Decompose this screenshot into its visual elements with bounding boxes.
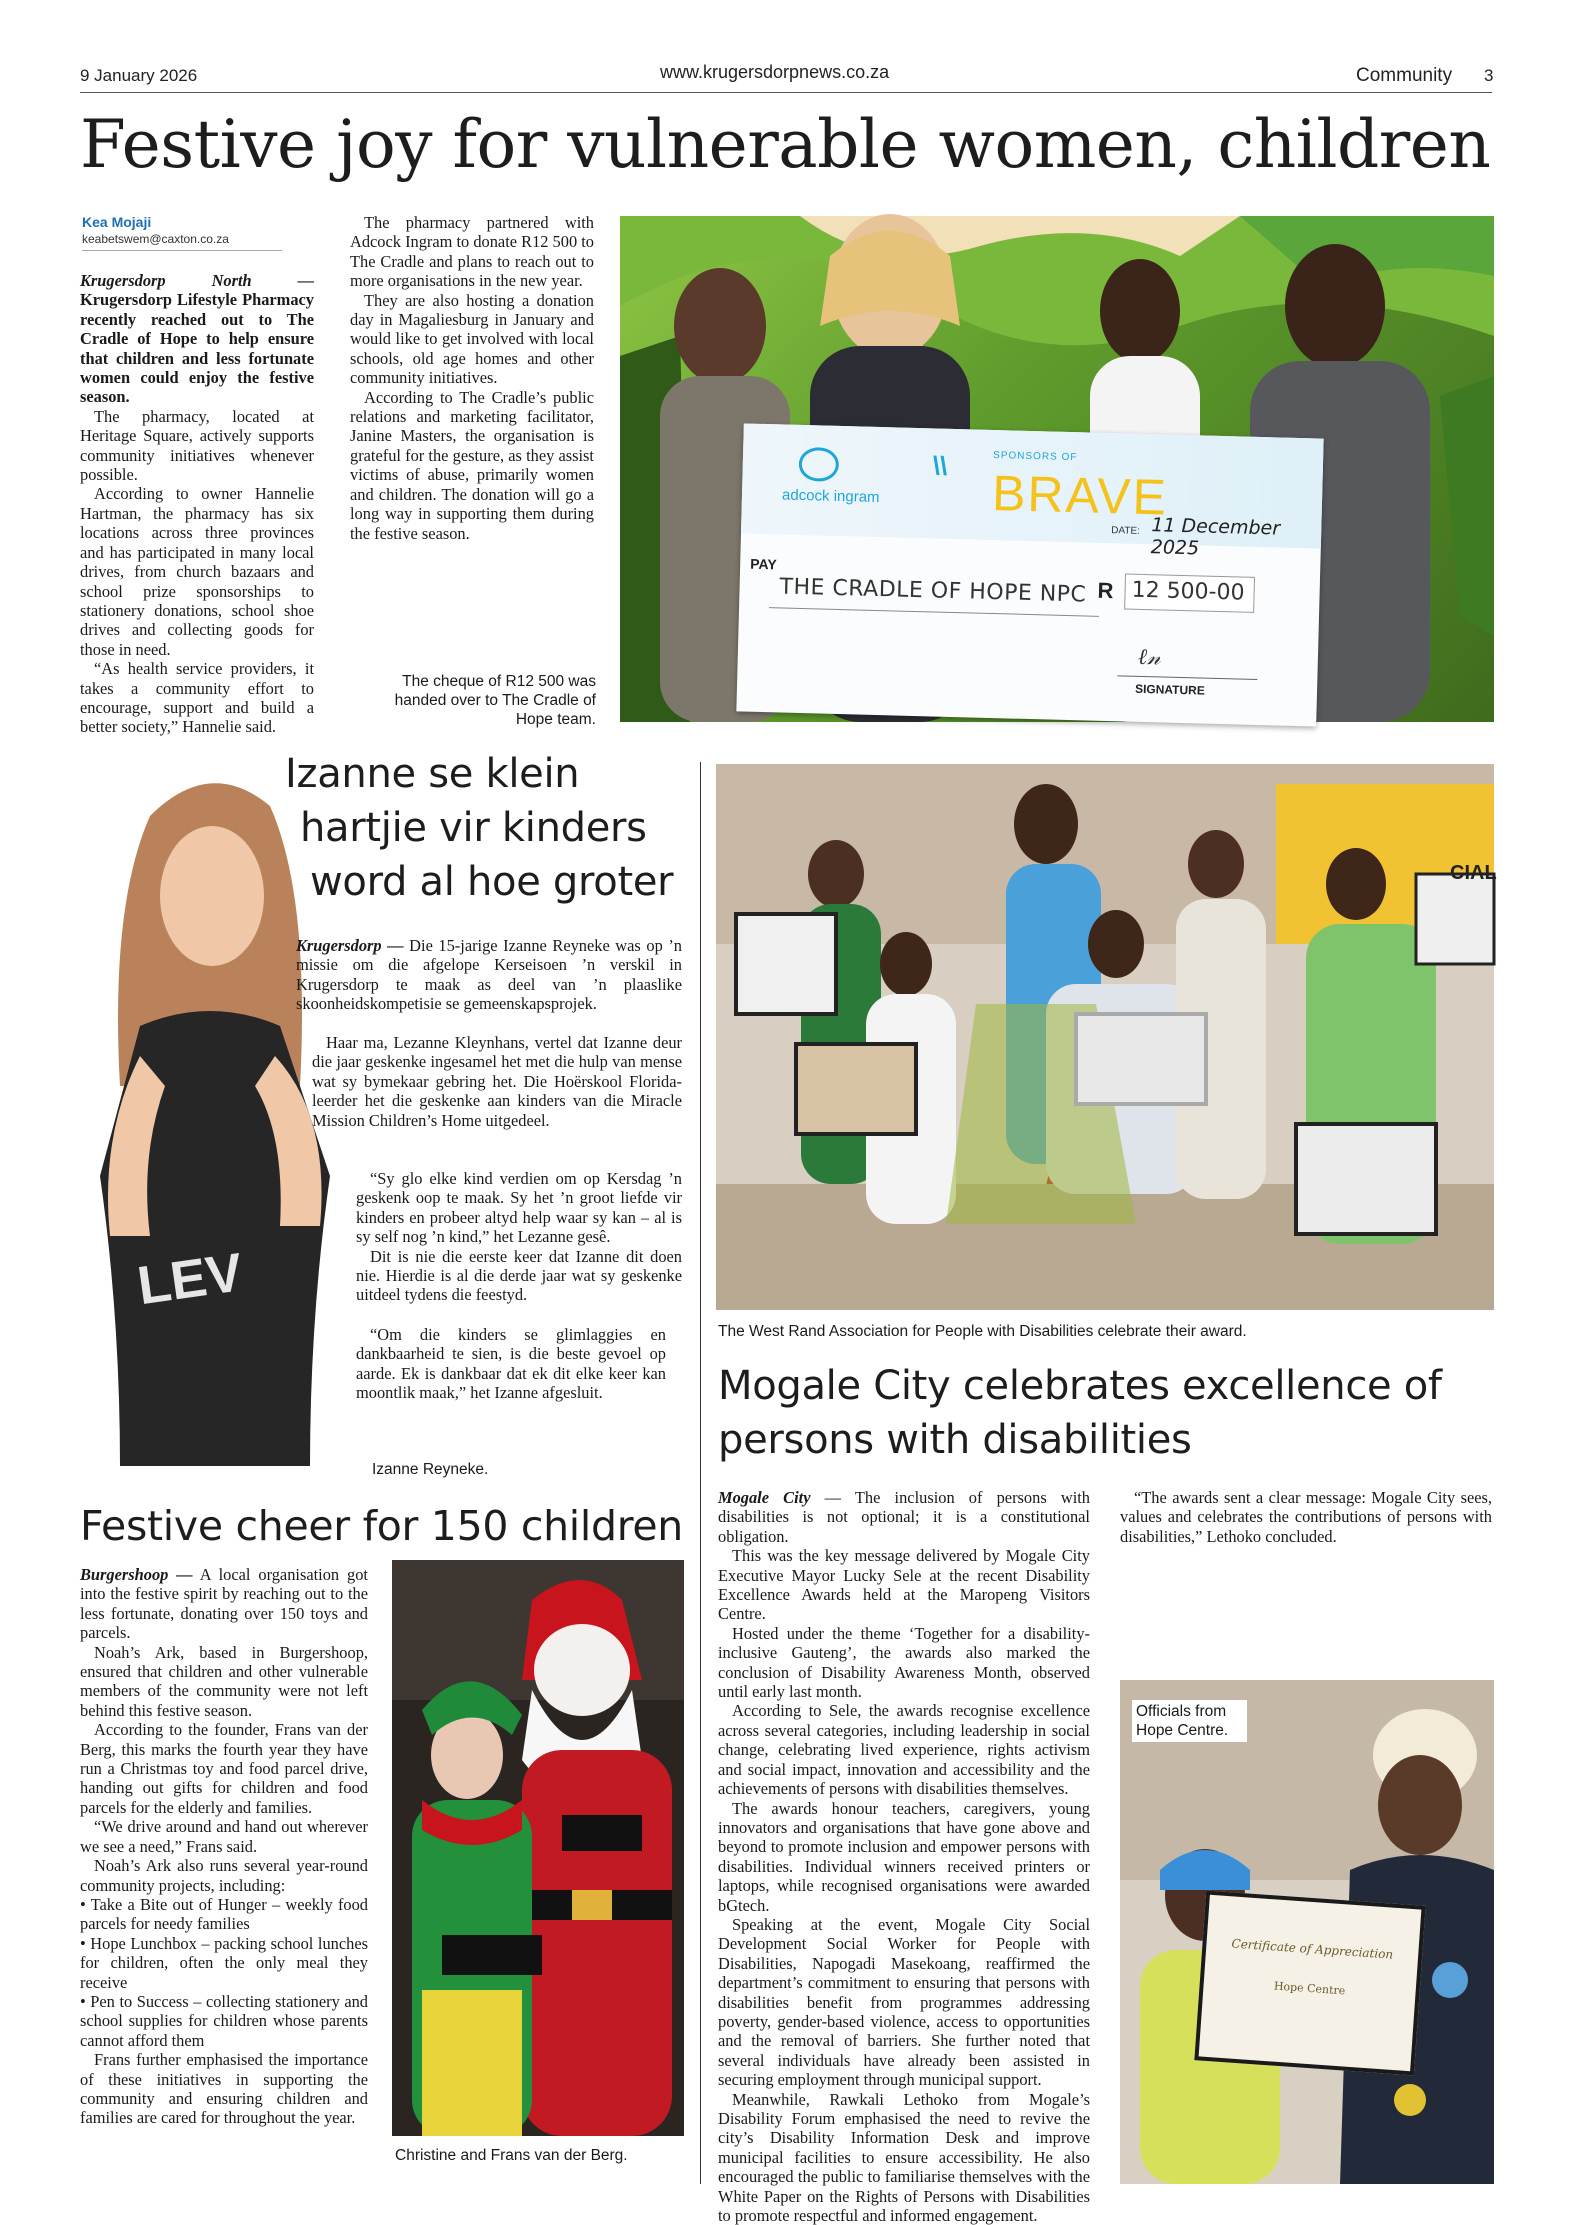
story4-col2 — [1120, 1488, 1492, 1546]
cheque-handover-photo — [620, 216, 1494, 722]
cheque-brand: adcock ingram — [781, 486, 880, 507]
divider-icon: \\ — [932, 450, 948, 481]
story3-p5: Noah’s Ark also runs several year-round community projects, including: — [80, 1856, 368, 1895]
cheque-r-label: R — [1097, 577, 1114, 604]
story3-p1: A local organisation got into the festive spirit by reaching out to the less fortunate, donating over 150 toys and parcels. — [80, 1565, 368, 1643]
certificate-title: Certificate of Appreciation — [1231, 1936, 1394, 1962]
story3-dateline: Burgershoop — — [80, 1565, 193, 1584]
story4-p7: Meanwhile, Rawkali Lethoko from Mogale’s Disability Forum emphasised the need to revive the city’s Disability Information Desk and improve municipal facilities to ensure accessibility. He also encouraged the public to familiarise themselves with the White Paper on the Rights of Persons with Disabilities to promote respectful and informed engagement. — [718, 2089, 1090, 2225]
story4-caption2: Officials from Hope Centre. — [1132, 1700, 1247, 1742]
banner-partial-text: CIAL — [1450, 862, 1497, 884]
certificate-name: Hope Centre — [1273, 1979, 1346, 1998]
story4-p1: — The inclusion of persons with disabilities is not optional; it is a constitutional obligation. — [718, 1488, 1090, 1546]
cheque-amount: 12 500-00 — [1131, 577, 1245, 606]
story1-lead: Krugersdorp Lifestyle Pharmacy recently reached out to The Cradle of Hope to help ensure that children and less fortunate women could enjoy the festive season. — [80, 290, 314, 407]
story3-p3: According to the founder, Frans van der Berg, this marks the fourth year they have run a Christmas toy and food parcel drive, handing out gifts for children and food parcels for the elderly and families. — [80, 1720, 368, 1817]
cheque-brave: BRAVE — [991, 464, 1169, 526]
story2-p5: “Om die kinders se glimlaggies en dankbaarheid te sien, is die beste gevoel op aarde. Ek is dankbaar dat ek dit elke keer kan moontlik maak,” het Izanne afgesluit. — [356, 1325, 666, 1403]
cheque-payee: THE CRADLE OF HOPE NPC — [779, 574, 1087, 608]
byline-email[interactable]: keabetswem@caxton.co.za — [82, 232, 229, 246]
story2-headline-line3: word al hoe groter — [310, 859, 674, 905]
story2-body-b — [312, 1033, 682, 1130]
story1-p3: “As health service providers, it takes a community effort to encourage, support and build a better society,” Hannelie said. — [80, 659, 314, 737]
story2-headline-line2: hartjie vir kinders — [300, 805, 647, 851]
cheque-sponsor-line: SPONSORS OF — [992, 449, 1078, 464]
story4-photo-caption: The West Rand Association for People with Disabilities celebrate their award. — [718, 1323, 1247, 1340]
story4-p6: Speaking at the event, Mogale City Social Development Social Worker for People with Disabilities, Napogadi Masekoang, reaffirmed the department’s commitment to ensuring that persons with disabilities benefit from programmes addressing poverty, gender-based violence, access to opportunities and the removal of barriers. She further noted that several individuals have already been assisted in securing employment through municipal support. — [718, 1914, 1090, 2090]
cheque-pay-label: PAY — [749, 555, 777, 573]
story2-p2: Haar ma, Lezanne Kleynhans, vertel dat Izanne deur die jaar geskenke ingesamel het met die hulp van mense wat sy bymekaar gebring het. Die Hoërskool Florida-leerder het die geskenke aan kinders van die Miracle Mission Children’s Home uitgedeel. — [312, 1033, 682, 1130]
story3-p4: “We drive around and hand out wherever we see a need,” Frans said. — [80, 1817, 368, 1856]
story2-caption: Izanne Reyneke. — [372, 1461, 489, 1478]
story4-dateline: Mogale City — [718, 1488, 811, 1507]
hope-centre-photo — [1120, 1680, 1494, 2184]
story4-col1 — [718, 1488, 1090, 2225]
story3-bullet2: • Hope Lunchbox – packing school lunches for children, often the only meal they receive — [80, 1933, 368, 1992]
story4-headline-line2: persons with disabilities — [718, 1417, 1192, 1463]
story1-caption: The cheque of R12 500 was handed over to The Cradle of Hope team. — [394, 673, 596, 728]
story2-body-c — [356, 1169, 682, 1305]
story3-p6: Frans further emphasised the importance of these initiatives in supporting the community and ensuring children and families are cared for throughout the year. — [80, 2050, 368, 2128]
column-divider — [700, 762, 701, 2184]
story1-p5: They are also hosting a donation day in Magaliesburg in January and would like to get involved with local schools, old age homes and other community initiatives. — [350, 290, 594, 388]
story4-p3: Hosted under the theme ‘Together for a disability-inclusive Gauteng’, the awards also marked the conclusion of Disability Awareness Month, observed until early last month. — [718, 1623, 1090, 1702]
story1-p1: The pharmacy, located at Heritage Square, actively supports community initiatives whenever possible. — [80, 406, 314, 485]
donation-cheque — [736, 423, 1323, 726]
issue-date: 9 January 2026 — [80, 66, 198, 85]
story2-p4: Dit is nie die eerste keer dat Izanne dit doen nie. Hierdie is al die derde jaar wat sy geskenke uitdeel tydens die feestyd. — [356, 1246, 682, 1305]
page-number: 3 — [1484, 66, 1494, 85]
story2-headline-line1: Izanne se klein — [285, 751, 580, 797]
byline-rule — [82, 250, 282, 251]
story2-body-d — [356, 1325, 666, 1403]
story3-caption: Christine and Frans van der Berg. — [395, 2147, 628, 2164]
story4-p5: The awards honour teachers, caregivers, young innovators and organisations that have gone above and beyond to promote inclusion and empower persons with disabilities. Individual winners received printers or laptops, while recognised organisations were awarded bGtech. — [718, 1798, 1090, 1915]
cheque-date-value: 11 December 2025 — [1150, 514, 1281, 560]
awards-group-photo — [716, 764, 1497, 1310]
cheque-signature-label: SIGNATURE — [1134, 681, 1205, 698]
story1-p2: According to owner Hannelie Hartman, the pharmacy has six locations across three provinces and has participated in many local drives, from church bazaars and school prize sponsorships to stationery donations, school shoe drives and collecting goods for those in need. — [80, 484, 314, 659]
story1-col2 — [350, 213, 594, 543]
story3-bullet1: • Take a Bite out of Hunger – weekly food parcels for needy families — [80, 1894, 368, 1934]
story3-bullet3: • Pen to Success – collecting stationery and school supplies for children whose parents cannot afford them — [80, 1991, 368, 2050]
story4-headline-line1: Mogale City celebrates excellence of — [718, 1363, 1442, 1409]
story4-p8: “The awards sent a clear message: Mogale City sees, values and celebrates the contributions of persons with disabilities,” Lethoko concluded. — [1120, 1488, 1492, 1546]
izanne-photo — [80, 756, 342, 1466]
byline-name: Kea Mojaji — [82, 214, 152, 230]
story2-p1: Die 15-jarige Izanne Reyneke was op ’n missie om die afgelope Kerseisoen ’n verskil in Krugersdorp te maak as deel van ’n plaaslike skoonheidskompetisie se gemeenskapsprojek. — [296, 936, 682, 1014]
story1-p4: The pharmacy partnered with Adcock Ingram to donate R12 500 to The Cradle and plans to reach out to more organisations in the new year. — [350, 213, 594, 291]
story4-p4: According to Sele, the awards recognise excellence across several categories, including leadership in social change, celebrating lived experience, rights activism and social impact, innovation and accessibility and the achievements of persons with disabilities themselves. — [718, 1701, 1090, 1799]
website-url[interactable]: www.krugersdorpnews.co.za — [660, 62, 890, 82]
story2-dateline: Krugersdorp — — [296, 936, 404, 955]
story1-dateline: Krugersdorp North — — [80, 271, 314, 290]
story1-headline: Festive joy for vulnerable women, children — [80, 106, 1491, 183]
svg-text:LEV: LEV — [133, 1242, 247, 1317]
story2-p3: “Sy glo elke kind verdien om op Kersdag ’n geskenk oop te maak. Sy het ’n groot liefde vir kinders en probeer altyd help waar sy kan – al is sy self nog ’n kind,” het Lezanne gesê. — [356, 1169, 682, 1247]
santa-elf-photo — [392, 1560, 684, 2136]
story4-p2: This was the key message delivered by Mogale City Executive Mayor Lucky Sele at the recent Disability Excellence Awards held at the Maropeng Visitors Centre. — [718, 1546, 1090, 1624]
story2-body-a — [296, 936, 682, 1014]
certificate — [1194, 1891, 1425, 2076]
story3-body — [80, 1565, 368, 2128]
signature-scribble-icon: ℓ𝓃 — [1137, 644, 1161, 671]
story1-col1 — [80, 271, 314, 737]
story3-headline: Festive cheer for 150 children — [80, 1502, 683, 1550]
cheque-date-label: DATE: — [1111, 525, 1141, 537]
story1-p6: According to The Cradle’s public relations and marketing facilitator, Janine Masters, the organisation is grateful for the gesture, as they assist victims of abuse, primarily women and children. The donation will go a long way in supporting them during the festive season. — [350, 387, 594, 543]
section-name: Community — [1356, 65, 1453, 86]
header-rule — [80, 92, 1492, 93]
story3-p2: Noah’s Ark, based in Burgershoop, ensured that children and other vulnerable members of the community were not left behind this festive season. — [80, 1642, 368, 1720]
